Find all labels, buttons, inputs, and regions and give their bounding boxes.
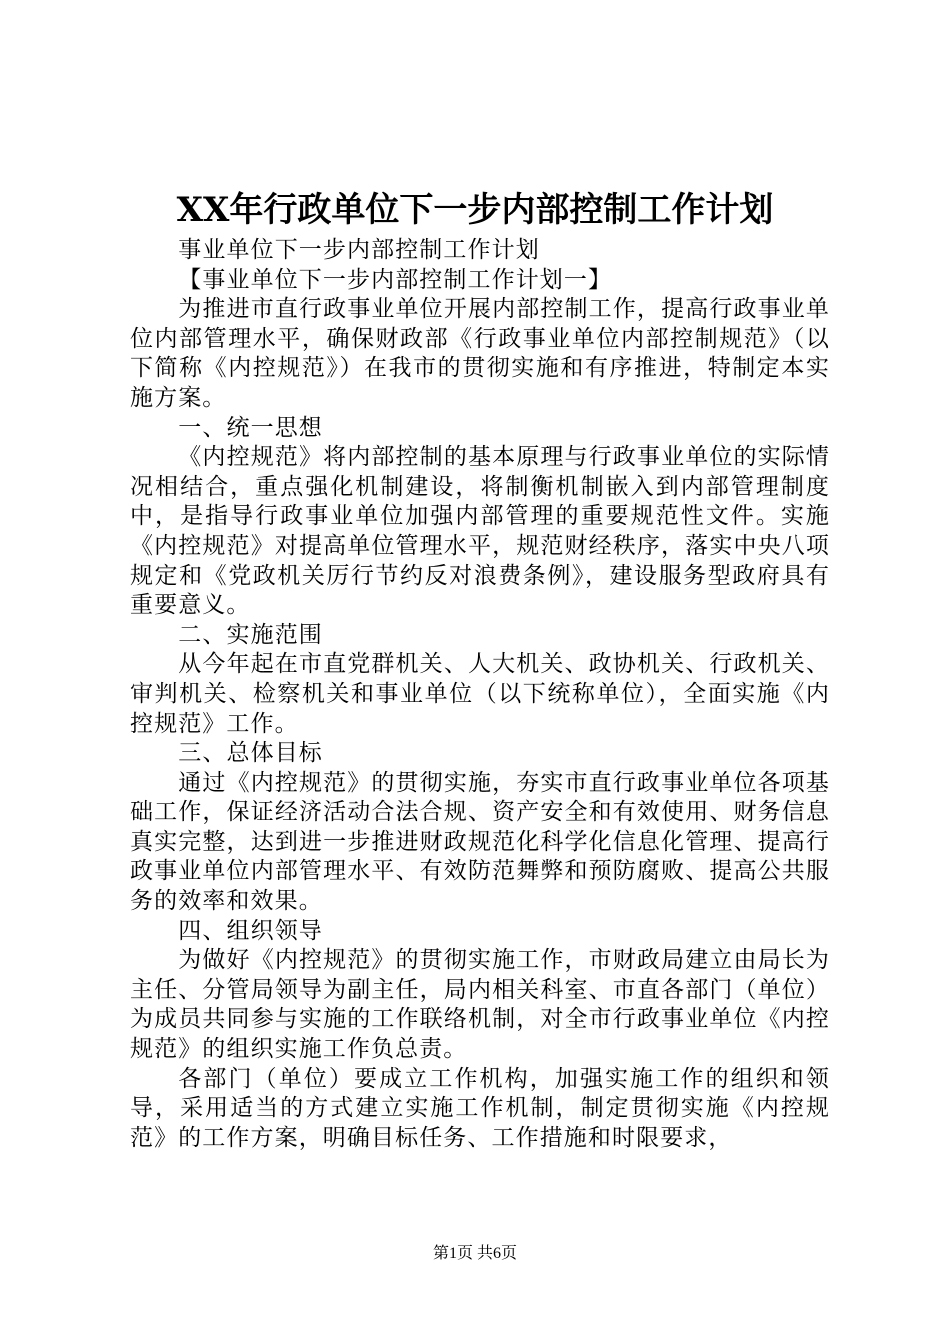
body-paragraph: 各部门（单位）要成立工作机构，加强实施工作的组织和领导，采用适当的方式建立实施工作机制，制定贯彻实施《内控规范》的工作方案，明确目标任务、工作措施和时限要求， [130, 1065, 830, 1151]
body-paragraph: 通过《内控规范》的贯彻实施，夯实市直行政事业单位各项基础工作，保证经济活动合法合规、资产安全和有效使用、财务信息真实完整，达到进一步推进财政规范化科学化信息化管理、提高行政事业单位内部管理水平、有效防范舞弊和预防腐败、提高公共服务的效率和效果。 [130, 769, 830, 915]
body-paragraph: 为推进市直行政事业单位开展内部控制工作，提高行政事业单位内部管理水平，确保财政部《行政事业单位内部控制规范》（以下简称《内控规范》）在我市的贯彻实施和有序推进，特制定本实施方案。 [130, 296, 830, 411]
document-title: XX年行政单位下一步内部控制工作计划 [176, 190, 774, 230]
subtitle-paragraph: 事业单位下一步内部控制工作计划 [178, 237, 540, 263]
document-body [130, 236, 830, 1153]
section-heading-3: 三、总体目标 [178, 740, 323, 767]
section-bracket-heading: 【事业单位下一步内部控制工作计划一】 [178, 266, 613, 293]
section-heading-2: 二、实施范围 [178, 621, 323, 648]
section-heading-4: 四、组织领导 [178, 917, 323, 944]
body-paragraph: 从今年起在市直党群机关、人大机关、政协机关、行政机关、审判机关、检察机关和事业单位（以下统称单位），全面实施《内控规范》工作。 [130, 651, 830, 737]
body-paragraph: 《内控规范》将内部控制的基本原理与行政事业单位的实际情况相结合，重点强化机制建设，将制衡机制嵌入到内部管理制度中，是指导行政事业单位加强内部管理的重要规范性文件。实施《内控规范》对提高单位管理水平，规范财经秩序，落实中央八项规定和《党政机关厉行节约反对浪费条例》，建设服务型政府具有重要意义。 [130, 444, 830, 619]
page-number-footer: 第1页 共6页 [432, 1245, 517, 1262]
section-heading-1: 一、统一思想 [178, 414, 323, 441]
body-paragraph: 为做好《内控规范》的贯彻实施工作，市财政局建立由局长为主任、分管局领导为副主任，局内相关科室、市直各部门（单位）为成员共同参与实施的工作联络机制，对全市行政事业单位《内控规范》的组织实施工作负总责。 [130, 947, 830, 1063]
